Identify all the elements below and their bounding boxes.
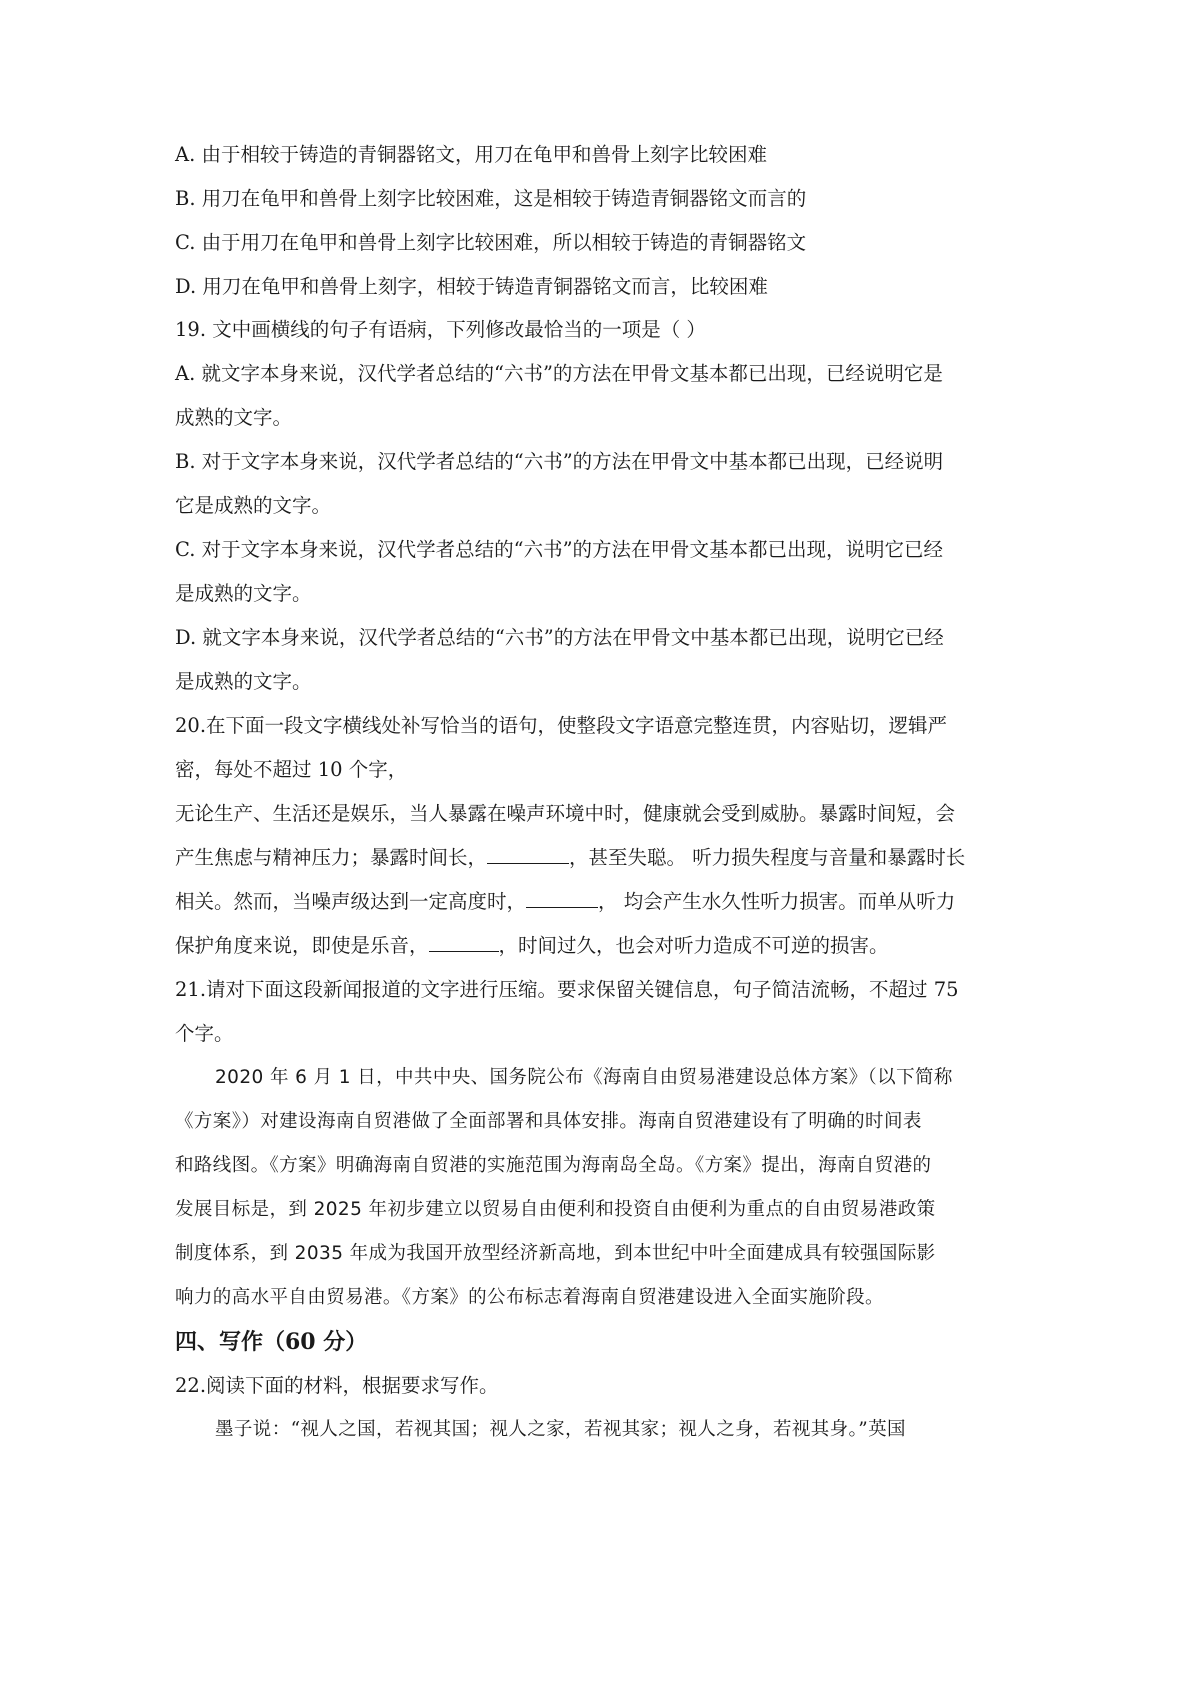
q20-passage-line3-end: ， 均会产生水久性听力损害。而单从听力 bbox=[598, 890, 956, 913]
q19-option-c-line1: C. 对于文字本身来说，汉代学者总结的“六书”的方法在甲骨文基本都已出现，说明它已经 bbox=[175, 538, 944, 561]
q20-stem-line1: 20.在下面一段文字横线处补写恰当的语句，使整段文字语意完整连贯，内容贴切，逻辑严 bbox=[175, 714, 948, 737]
q21-news-line2: 《方案》）对建设海南自贸港做了全面部署和具体安排。海南自贸港建设有了明确的时间表 bbox=[175, 1111, 922, 1132]
q18-option-b: B. 用刀在龟甲和兽骨上刻字比较困难，这是相较于铸造青铜器铭文而言的 bbox=[175, 187, 807, 210]
q22-stem: 22.阅读下面的材料，根据要求写作。 bbox=[175, 1374, 499, 1397]
q21-news-line4: 发展目标是，到 2025 年初步建立以贸易自由便利和投资自由便利为重点的自由贸易港政策 bbox=[175, 1199, 936, 1220]
q19-option-b-line2: 它是成熟的文字。 bbox=[175, 494, 332, 517]
q20-passage-line1: 无论生产、生活还是娱乐，当人暴露在噪声环境中时，健康就会受到威胁。暴露时间短，会 bbox=[175, 802, 956, 825]
q19-option-c-line2: 是成熟的文字。 bbox=[175, 582, 312, 605]
q20-passage-line2-end: ，甚至失聪。 听力损失程度与音量和暴露时长 bbox=[569, 846, 966, 869]
q22-material-line1: 墨子说：“视人之国，若视其国；视人之家，若视其家；视人之身，若视其身。”英国 bbox=[215, 1419, 906, 1440]
q20-passage-line4-end: ，时间过久，也会对听力造成不可逆的损害。 bbox=[498, 934, 889, 957]
q18-option-d: D. 用刀在龟甲和兽骨上刻字，相较于铸造青铜器铭文而言，比较困难 bbox=[175, 275, 768, 298]
q20-passage-line4-start: 保护角度来说，即使是乐音， bbox=[175, 934, 429, 957]
q18-option-c: C. 由于用刀在龟甲和兽骨上刻字比较困难，所以相较于铸造的青铜器铭文 bbox=[175, 231, 807, 254]
q19-option-a-line2: 成熟的文字。 bbox=[175, 406, 293, 429]
q21-stem-line1: 21.请对下面这段新闻报道的文字进行压缩。要求保留关键信息，句子简洁流畅，不超过 75 bbox=[175, 978, 959, 1001]
q20-passage-line2-start: 产生焦虑与精神压力；暴露时间长， bbox=[175, 846, 488, 869]
q20-stem-line2: 密，每处不超过 10 个字， bbox=[175, 758, 408, 781]
q21-stem-line2: 个字。 bbox=[175, 1022, 234, 1045]
q20-passage-line3-start: 相关。然而，当噪声级达到一定高度时， bbox=[175, 890, 527, 913]
q21-news-line6: 响力的高水平自由贸易港。《方案》的公布标志着海南自贸港建设进入全面实施阶段。 bbox=[175, 1287, 884, 1308]
answer-blank-2[interactable] bbox=[526, 889, 598, 908]
q20-passage-line3 bbox=[175, 888, 955, 916]
q21-news-line5: 制度体系，到 2035 年成为我国开放型经济新高地，到本世纪中叶全面建成具有较强国际影 bbox=[175, 1243, 936, 1264]
q19-option-d-line2: 是成熟的文字。 bbox=[175, 670, 312, 693]
q19-option-b-line1: B. 对于文字本身来说，汉代学者总结的“六书”的方法在甲骨文中基本都已出现，已经说明 bbox=[175, 450, 944, 473]
answer-blank-3[interactable] bbox=[429, 933, 499, 952]
q19-option-d-line1: D. 就文字本身来说，汉代学者总结的“六书”的方法在甲骨文中基本都已出现，说明它已经 bbox=[175, 626, 944, 649]
q21-news-line1: 2020 年 6 月 1 日，中共中央、国务院公布《海南自由贸易港建设总体方案》（以下简称 bbox=[215, 1067, 953, 1088]
section-heading-writing: 四、写作（60 分） bbox=[175, 1329, 368, 1355]
q18-option-a: A. 由于相较于铸造的青铜器铭文，用刀在龟甲和兽骨上刻字比较困难 bbox=[175, 143, 767, 166]
answer-blank-1[interactable] bbox=[487, 845, 569, 864]
q20-passage-line4 bbox=[175, 932, 889, 960]
q19-stem: 19. 文中画横线的句子有语病，下列修改最恰当的一项是（ ） bbox=[175, 318, 706, 341]
q19-option-a-line1: A. 就文字本身来说，汉代学者总结的“六书”的方法在甲骨文基本都已出现，已经说明它是 bbox=[175, 362, 943, 385]
q21-news-line3: 和路线图。《方案》明确海南自贸港的实施范围为海南岛全岛。《方案》提出，海南自贸港的 bbox=[175, 1155, 932, 1176]
q20-passage-line2 bbox=[175, 844, 965, 872]
